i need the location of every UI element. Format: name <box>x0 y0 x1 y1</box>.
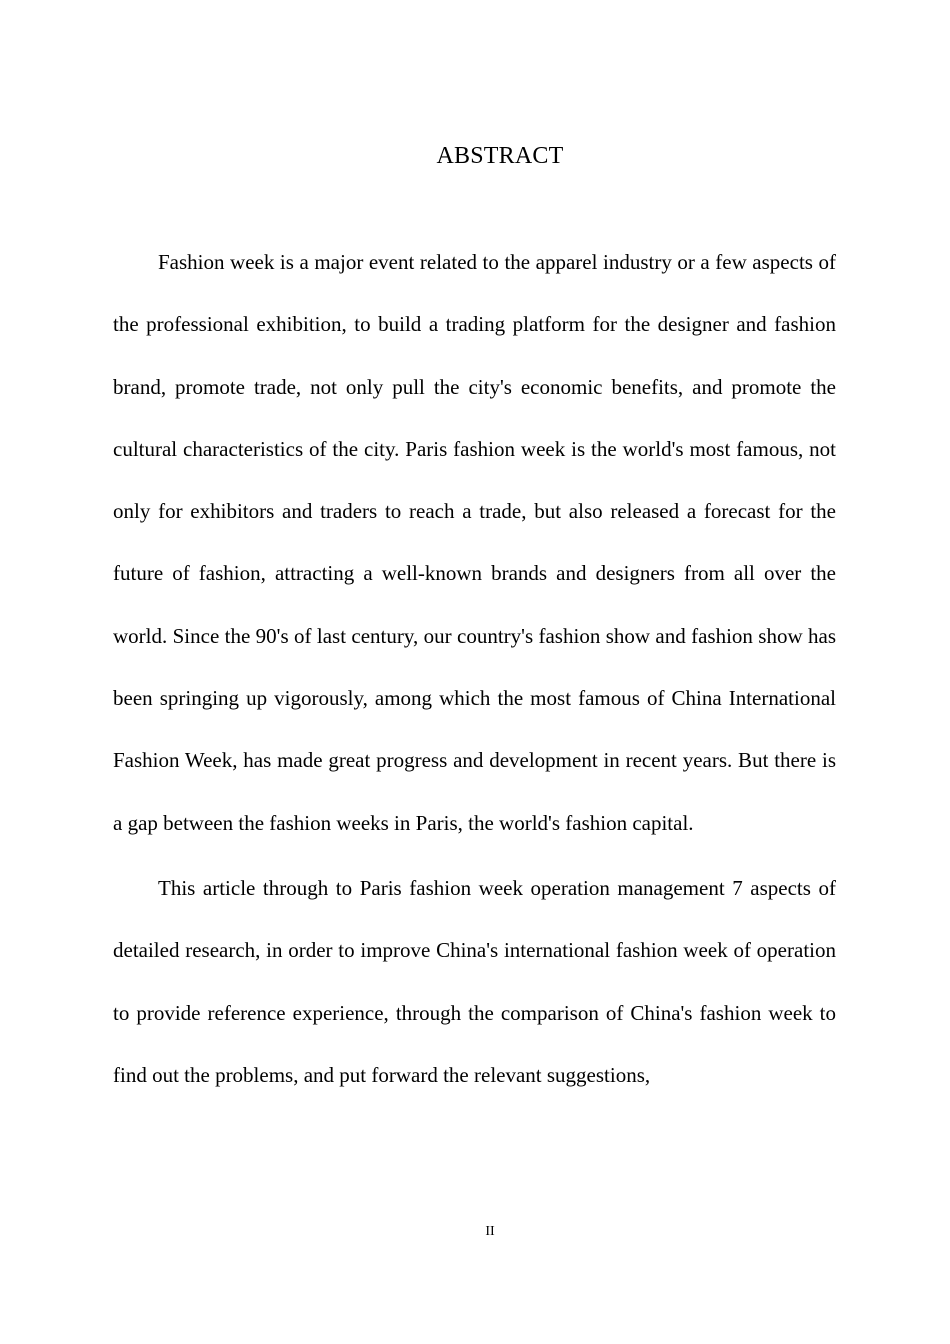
page-number: II <box>485 1224 495 1239</box>
abstract-paragraph-2: This article through to Paris fashion week operation management 7 aspects of detailed research, in order to improve China's international fashion week of operation to provide reference experience, through the comparison of China's fashion week to find out the problems, and put forward the relevant suggestions, <box>113 875 836 1087</box>
abstract-body <box>113 231 836 1106</box>
abstract-title: ABSTRACT <box>436 143 564 169</box>
abstract-paragraph-1: Fashion week is a major event related to the apparel industry or a few aspects of the professional exhibition, to build a trading platform for the designer and fashion brand, promote trade, not only pull the city's economic benefits, and promote the cultural characteristics of the city. Paris fashion week is the world's most famous, not only for exhibitors and traders to reach a trade, but also released a forecast for the future of fashion, attracting a well-known brands and designers from all over the world. Since the 90's of last century, our country's fashion show and fashion show has been springing up vigorously, among which the most famous of China International Fashion Week, has made great progress and development in recent years. But there is a gap between the fashion weeks in Paris, the world's fashion capital. <box>113 250 836 835</box>
